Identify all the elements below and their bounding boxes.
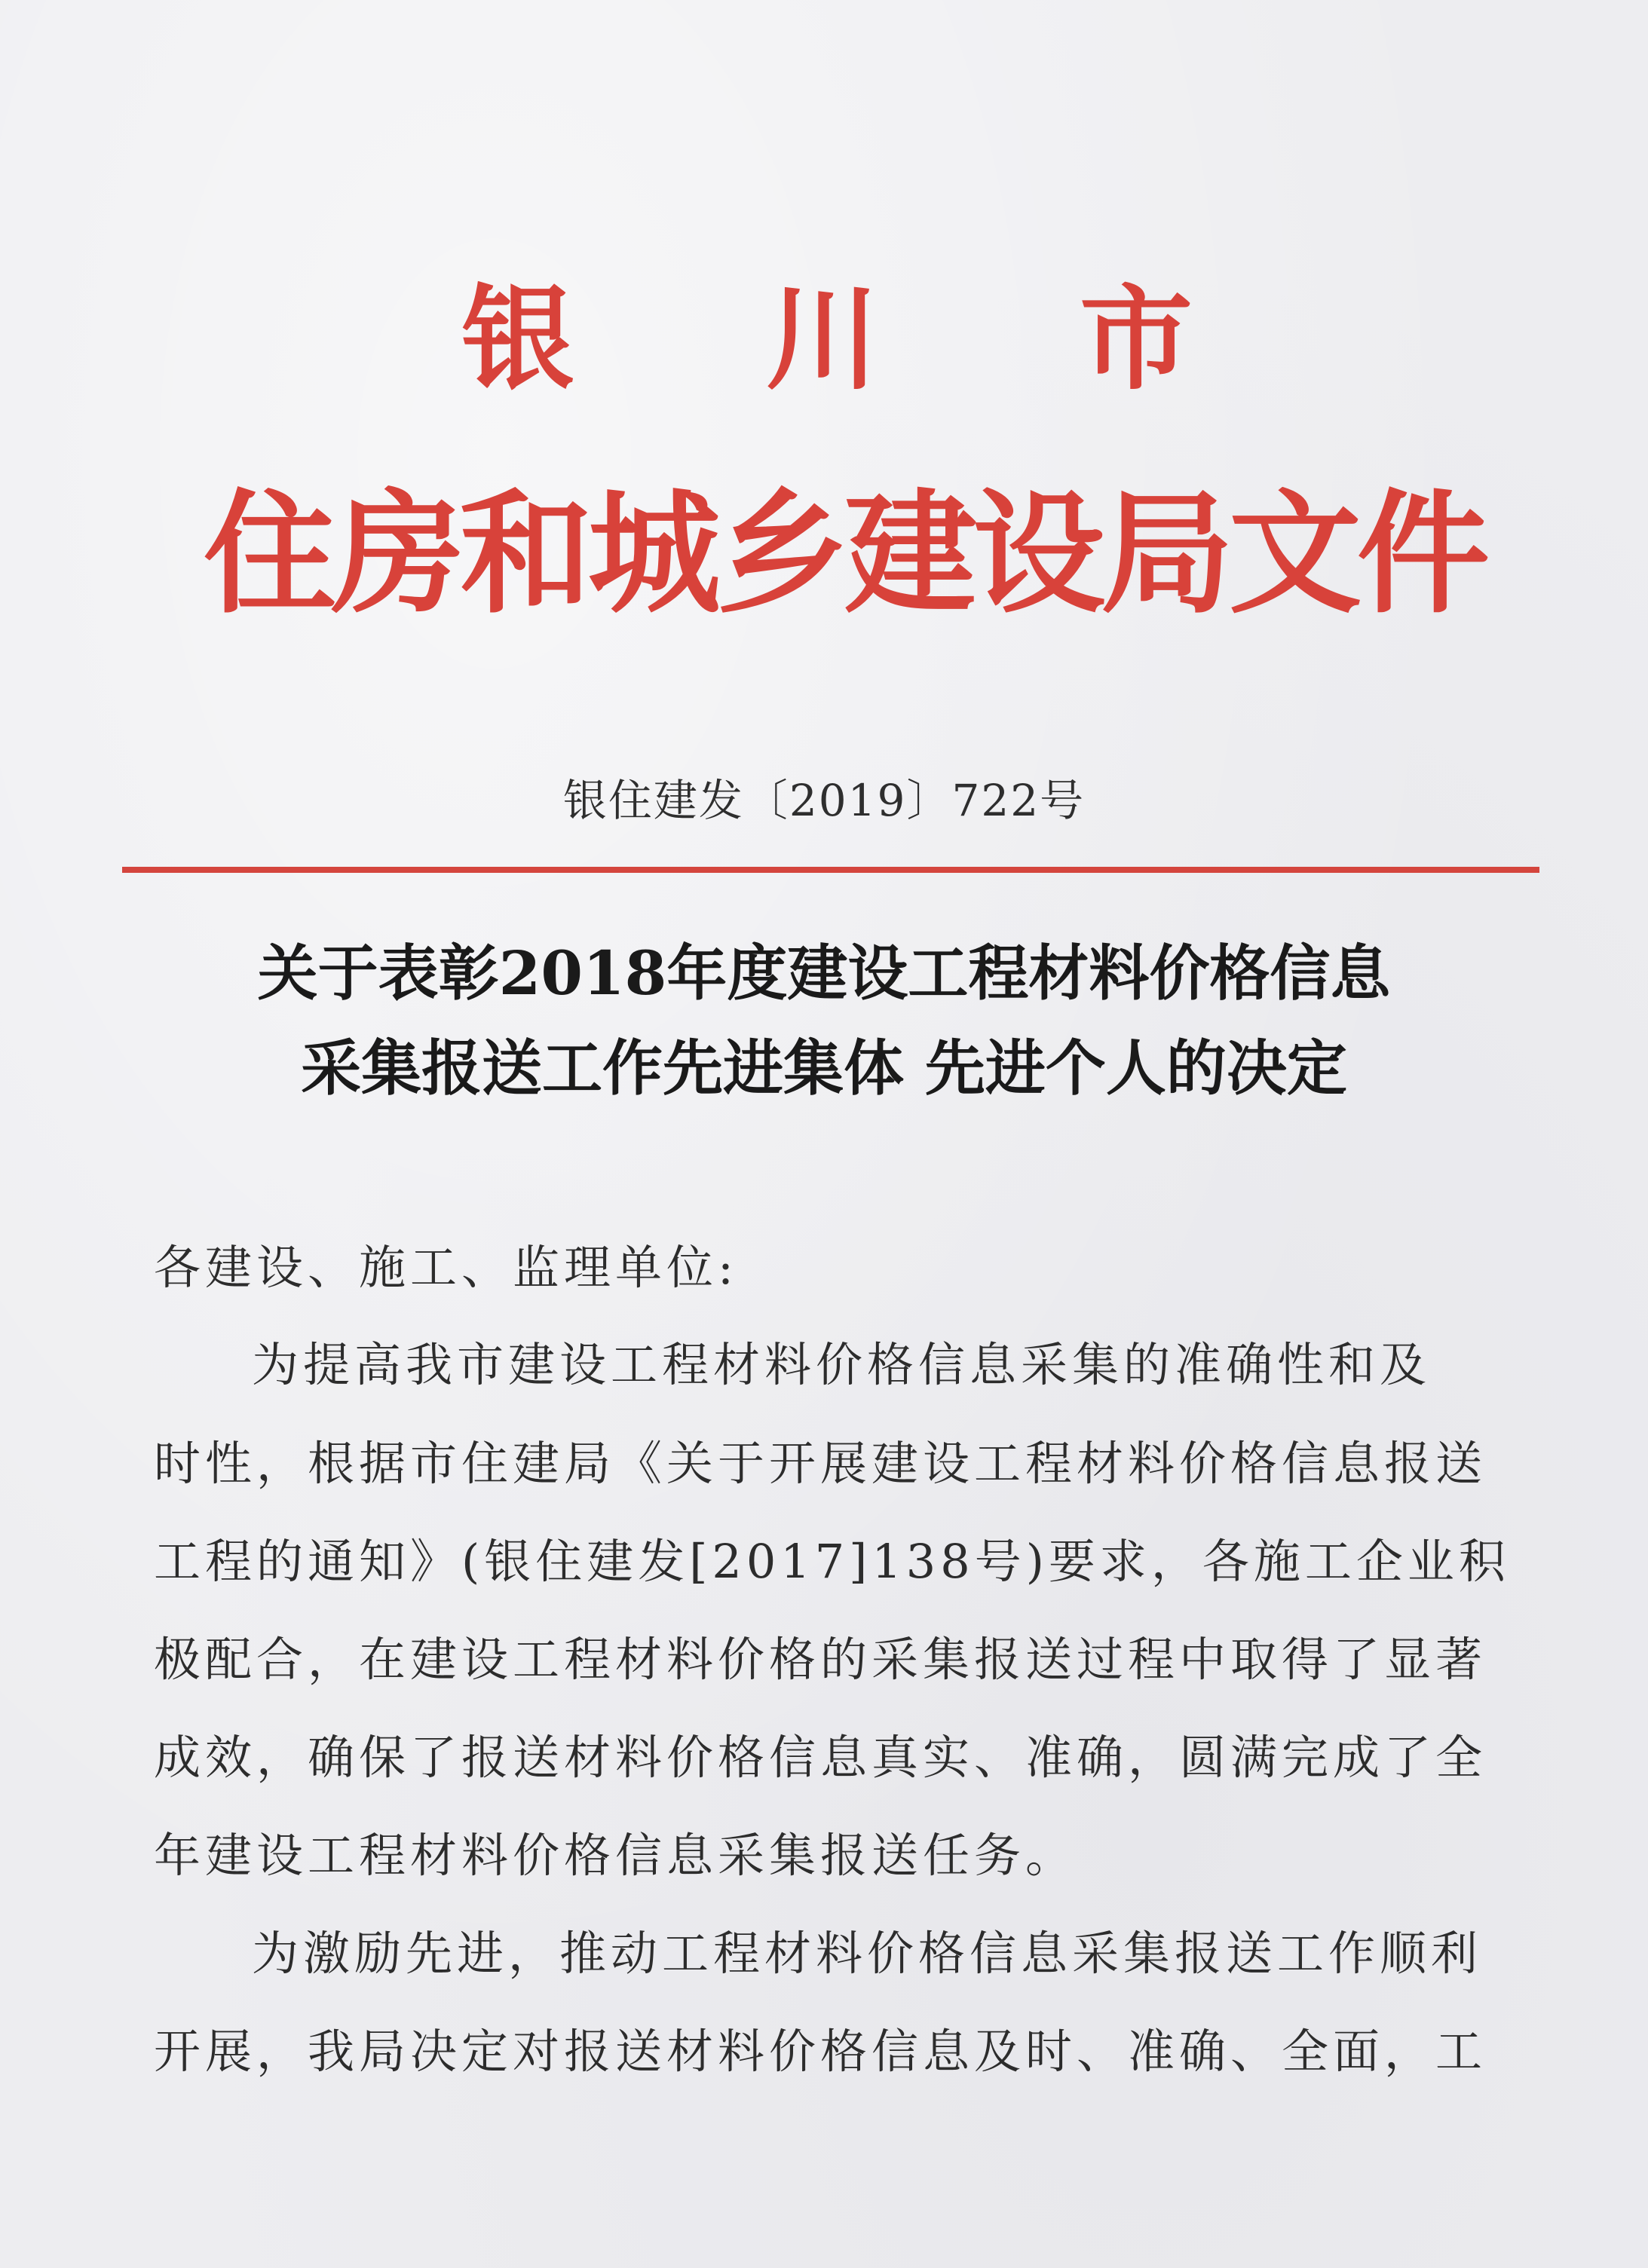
paragraph-line: 为提高我市建设工程材料价格信息采集的准确性和及: [252, 1337, 1432, 1392]
paragraph-line: 极配合，在建设工程材料价格的采集报送过程中取得了显著: [154, 1632, 1487, 1687]
red-divider-line: [122, 867, 1539, 873]
addressee: 各建设、施工、监理单位:: [154, 1240, 738, 1295]
document-title-line2: 采集报送工作先进集体 先进个人的决定: [301, 1033, 1347, 1103]
paragraph-line: 时性，根据市住建局《关于开展建设工程材料价格信息报送: [154, 1436, 1487, 1491]
paragraph-line: 成效，确保了报送材料价格信息真实、准确，圆满完成了全: [154, 1730, 1487, 1785]
header-city-char: 市: [1080, 273, 1193, 406]
header-city: [0, 273, 1648, 406]
header-bureau-title: 住房和城乡建设局文件: [203, 476, 1485, 632]
document-number: 银住建发〔2019〕722号: [562, 775, 1086, 826]
paragraph-line: 年建设工程材料价格信息采集报送任务。: [154, 1828, 1077, 1883]
paragraph-line: 开展，我局决定对报送材料价格信息及时、准确、全面，工: [154, 2024, 1487, 2079]
header-city-char: 川: [766, 273, 880, 406]
header-city-char: 银: [461, 273, 575, 406]
paragraph-line: 工程的通知》(银住建发[2017]138号)要求，各施工企业积: [154, 1534, 1510, 1589]
paragraph-line: 为激励先进，推动工程材料价格信息采集报送工作顺利: [252, 1926, 1483, 1981]
document-title-line1: 关于表彰2018年度建设工程材料价格信息: [257, 938, 1391, 1009]
